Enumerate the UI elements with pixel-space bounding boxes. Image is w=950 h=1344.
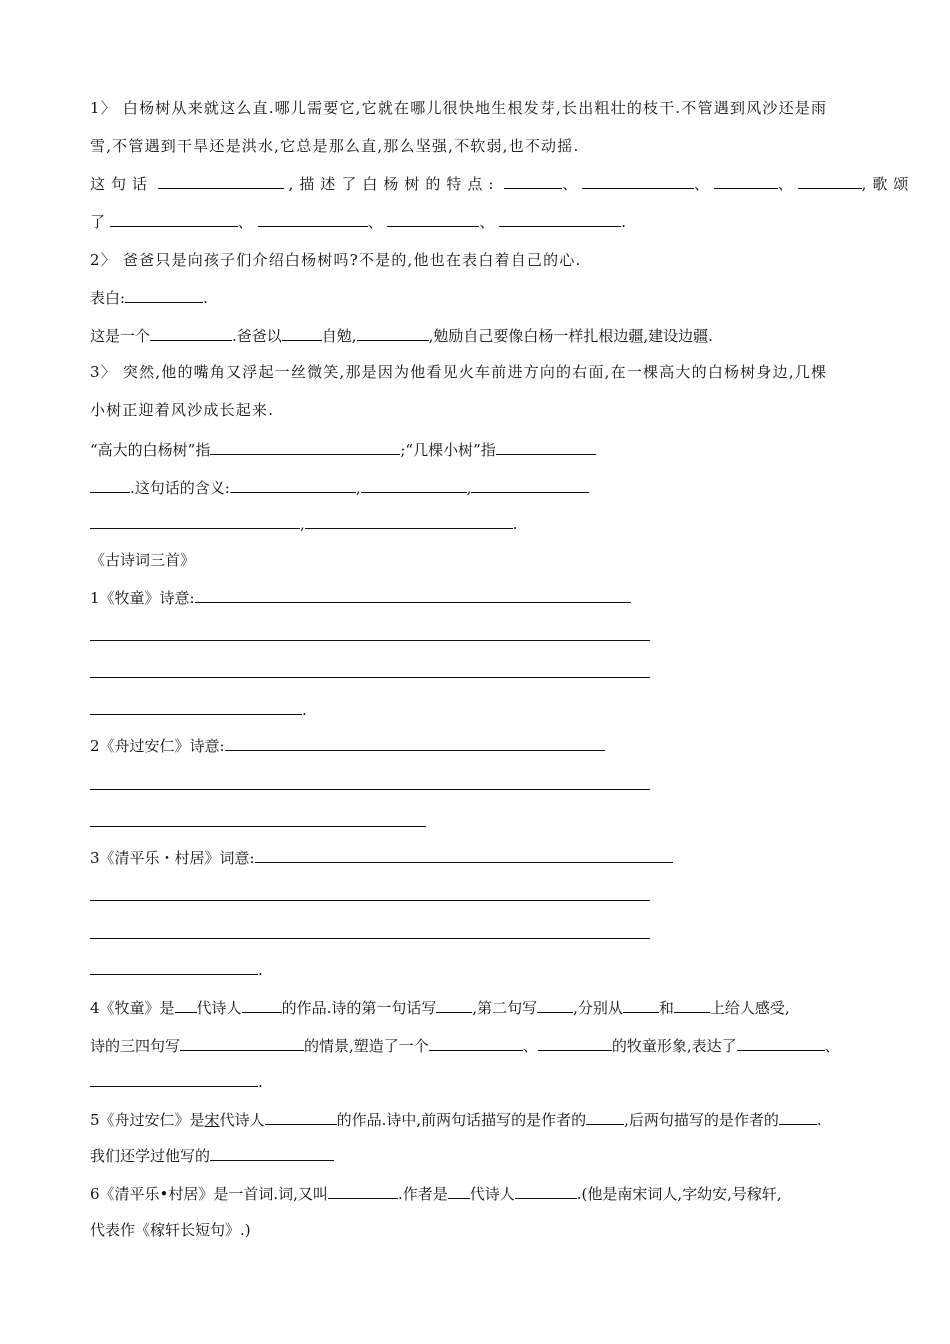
q1-prompt-text: 这句话 — [90, 175, 154, 193]
q1-blank-1[interactable] — [158, 174, 284, 189]
q6-line2: 代表作《稼轩长短句》.) — [90, 1221, 251, 1239]
q1-blank-5[interactable] — [798, 174, 862, 189]
q6-blank-poet[interactable] — [515, 1184, 577, 1199]
q3-blank-m5[interactable] — [305, 514, 513, 529]
q4-blank-from2[interactable] — [674, 998, 710, 1013]
poem2-meaning-line: 2《舟过安仁》诗意: — [90, 736, 605, 756]
poem2-answer-line-2[interactable] — [90, 789, 650, 790]
q4-blank-dynasty[interactable] — [175, 998, 197, 1013]
q4-blank-poet[interactable] — [242, 998, 282, 1013]
q1-blank-3[interactable] — [582, 174, 694, 189]
poem1-answer-line-3[interactable] — [90, 677, 650, 678]
poem1-blank-1[interactable] — [195, 588, 631, 603]
poem3-answer-line-4: . — [90, 960, 263, 980]
poem3-answer-line-3[interactable] — [90, 938, 650, 939]
q2-blank-1[interactable] — [150, 326, 232, 341]
q4-blank-expr2[interactable] — [90, 1072, 258, 1087]
q3-meaning-line: .这句话的含义: , , — [90, 478, 589, 498]
q1-praise-line: 了 、 、 、 . — [90, 213, 626, 231]
q3-blank-big-tree[interactable] — [210, 440, 400, 455]
poem1-answer-line-2[interactable] — [90, 640, 650, 641]
q5-blank-other[interactable] — [210, 1146, 334, 1161]
q5-blank-poet[interactable] — [265, 1110, 337, 1125]
q2-passage-line: 2〉 爸爸只是向孩子们介绍白杨树吗?不是的,他也在表白着自己的心. — [90, 251, 582, 269]
poems-section-title: 《古诗词三首》 — [90, 551, 196, 569]
q3-blank-m3[interactable] — [471, 478, 589, 493]
q1-blank-9[interactable] — [499, 212, 621, 227]
q1-blank-8[interactable] — [387, 212, 479, 227]
q4-blank-second[interactable] — [537, 998, 573, 1013]
q1-prompt-text-2: ,描述了白杨树的特点: — [288, 175, 500, 193]
q1-prompt-line: 这句话 ,描述了白杨树的特点: 、 、 、 ,歌颂 — [90, 175, 915, 193]
q1-blank-4[interactable] — [714, 174, 778, 189]
q4-blank-expr[interactable] — [737, 1036, 825, 1051]
q1-prompt-text-3: ,歌颂 — [861, 175, 915, 193]
q5-blank-first[interactable] — [586, 1110, 624, 1125]
q1-blank-2[interactable] — [504, 174, 562, 189]
q4-blank-image1[interactable] — [429, 1036, 523, 1051]
q6-blank-ci-name[interactable] — [328, 1184, 398, 1199]
q4-blank-first[interactable] — [436, 998, 472, 1013]
poem1-answer-line-4: . — [90, 700, 307, 720]
q3-prompt-line: “高大的白杨树”指 ;“几棵小树”指 — [90, 440, 596, 460]
q3-meaning-line2: , . — [90, 514, 518, 534]
q6-line1: 6《清平乐•村居》是一首词.词,又叫 .作者是 代诗人 .(他是南宋词人,字幼安,号稼轩, — [90, 1185, 782, 1203]
q4-blank-image2[interactable] — [538, 1036, 612, 1051]
poem2-blank-1[interactable] — [225, 736, 605, 751]
q4-line2: 诗的三四句写 的情景,塑造了一个 、 的牧童形象,表达了 、 — [90, 1037, 840, 1055]
q3-blank-cont[interactable] — [90, 478, 130, 493]
q2-blank-2[interactable] — [282, 326, 322, 341]
q3-blank-small-trees[interactable] — [496, 440, 596, 455]
poem2-answer-line-3[interactable] — [90, 826, 426, 827]
q2-blank-biaobai[interactable] — [125, 288, 203, 303]
poem3-meaning-line: 3《清平乐・村居》词意: — [90, 848, 673, 868]
poem1-blank-4[interactable] — [90, 700, 302, 715]
q4-line3: . — [90, 1072, 263, 1092]
q1-blank-7[interactable] — [258, 212, 368, 227]
q3-blank-m2[interactable] — [361, 478, 467, 493]
q2-biaobai-line: 表白: . — [90, 289, 208, 307]
poem3-answer-line-2[interactable] — [90, 900, 650, 901]
q1-blank-6[interactable] — [110, 212, 238, 227]
q5-song-underlined: 宋 — [204, 1111, 220, 1129]
q3-passage-line1: 3〉 突然,他的嘴角又浮起一丝微笑,那是因为他看见火车前进方向的右面,在一棵高大的白杨树身边,几棵 — [90, 363, 828, 381]
q5-line1: 5《舟过安仁》是宋代诗人 的作品.诗中,前两句话描写的是作者的 ,后两句描写的是作者的 . — [90, 1111, 822, 1129]
q1-passage-line1: 1〉 白杨树从来就这么直.哪儿需要它,它就在哪儿很快地生根发芽,长出粗壮的枝干.不管遇到风沙还是雨 — [90, 99, 828, 117]
poem1-meaning-line: 1《牧童》诗意: — [90, 588, 631, 608]
q3-blank-m1[interactable] — [230, 478, 356, 493]
q4-blank-scene[interactable] — [180, 1036, 304, 1051]
q3-blank-m4[interactable] — [90, 514, 300, 529]
q1-passage-line2: 雪,不管遇到干旱还是洪水,它总是那么直,那么坚强,不软弱,也不动摇. — [90, 137, 580, 155]
q5-blank-second[interactable] — [779, 1110, 817, 1125]
q5-line2: 我们还学过他写的 — [90, 1146, 334, 1166]
q4-line1: 4《牧童》是 代诗人 的作品.诗的第一句话写 ,第二句写 ,分别从 和 上给人感受, — [90, 999, 790, 1017]
q4-blank-from1[interactable] — [623, 998, 659, 1013]
q3-passage-line2: 小树正迎着风沙成长起来. — [90, 401, 275, 419]
q6-blank-dynasty[interactable] — [448, 1184, 470, 1199]
poem3-blank-1[interactable] — [255, 848, 673, 863]
q2-blank-3[interactable] — [357, 326, 429, 341]
q2-summary-line: 这是一个 .爸爸以 自勉, ,勉励自己要像白杨一样扎根边疆,建设边疆. — [90, 327, 713, 345]
poem3-blank-4[interactable] — [90, 960, 258, 975]
